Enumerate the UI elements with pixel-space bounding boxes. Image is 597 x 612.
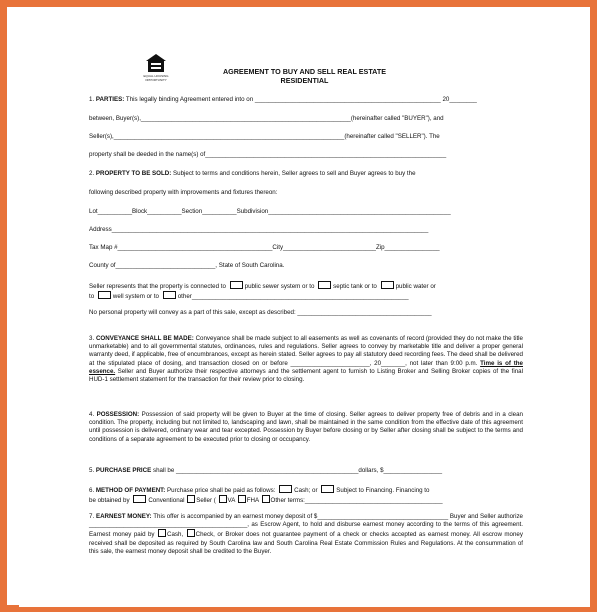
time-of-essence: Time is of the essence.: [89, 359, 523, 375]
earnest-cash-checkbox[interactable]: [158, 529, 166, 537]
tax-map-line: Tax Map #_____________________________________________City___________________________Zip________________: [89, 244, 440, 251]
utilities-line-2: to well system or to other_______________________________________________________________: [89, 293, 409, 300]
address-line: Address____________________________________________________________________________________________: [89, 226, 429, 233]
earnest-money-paragraph: 7. EARNEST MONEY: This offer is accompanied by an earnest money deposit of $______________________________________ Buyer and Seller authorize ______________________________________________, as Escrow Agent, to hold and disburse earnest money according to the terms of this agreement. Earnest money paid by Cash, Check, or Broker does not guarantee payment of a check or checks accepted as earnest money. All escrow money received shall be deposited as required by South Carolina law and South Carolina Real Estate Commission Rules and Regulations. At the consummation of this sale, the earnest money deposit shall be credited to the Buyer.: [89, 513, 523, 555]
document-subtitle: RESIDENTIAL: [280, 76, 329, 85]
utilities-line-1: Seller represents that the property is connected to public sewer system or to septic tank or to public water or: [89, 283, 436, 290]
septic-checkbox[interactable]: [318, 281, 331, 289]
seller-checkbox[interactable]: [187, 495, 195, 503]
payment-line-1: 6. METHOD OF PAYMENT: Purchase price shall be paid as follows: Cash; or Subject to Financing. Financing to: [89, 487, 430, 494]
other-utility-checkbox[interactable]: [163, 291, 176, 299]
va-checkbox[interactable]: [219, 495, 227, 503]
lot-line: Lot__________Block__________Section__________Subdivision_____________________________________________________: [89, 208, 451, 215]
parties-line-3: Seller(s),___________________________________________________________________(hereinafter called "SELLER"). The: [89, 133, 440, 140]
conventional-checkbox[interactable]: [133, 495, 146, 503]
fha-checkbox[interactable]: [238, 495, 246, 503]
well-checkbox[interactable]: [98, 291, 111, 299]
county-line: County of_____________________________, State of South Carolina.: [89, 262, 285, 269]
document-title: AGREEMENT TO BUY AND SELL REAL ESTATE: [222, 67, 387, 76]
purchase-price-line: 5. PURCHASE PRICE shall be _____________________________________________________dollars, $_________________: [89, 467, 443, 474]
property-line-2: following described property with improvements and fixtures thereon:: [89, 189, 278, 196]
property-line-1: 2. PROPERTY TO BE SOLD: Subject to terms and conditions herein, Seller agrees to sell and Buyer agrees to buy the: [89, 170, 416, 177]
logo-caption: EQUAL HOUSING OPPORTUNITY: [143, 74, 169, 82]
cash-checkbox[interactable]: [279, 485, 292, 493]
public-water-checkbox[interactable]: [381, 281, 394, 289]
parties-line-4: property shall be deeded in the name(s) of______________________________________________________________________: [89, 151, 447, 158]
other-terms-checkbox[interactable]: [262, 495, 270, 503]
document-page: [19, 19, 590, 607]
parties-line-2: between, Buyer(s),_____________________________________________________________(hereinafter called "BUYER"), and: [89, 115, 444, 122]
financing-checkbox[interactable]: [321, 485, 334, 493]
earnest-check-checkbox[interactable]: [187, 529, 195, 537]
public-sewer-checkbox[interactable]: [230, 281, 243, 289]
personal-property-line: No personal property will convey as a part of this sale, except as described: _______________________________________: [89, 309, 432, 316]
payment-line-2: be obtained by Conventional Seller ( VA FHA Other terms:________________________________________: [89, 497, 443, 504]
parties-line-1: 1. PARTIES: This legally binding Agreement entered into on ______________________________________________________ 20________: [89, 96, 477, 103]
possession-paragraph: 4. POSSESSION: Possession of said property will be given to Buyer at the time of closing. Seller agrees to deliver property free of debris and in a clean condition. The property, including but not limited to, landscaping and lawn, shall be maintained in the same condition from the effective date of this agreement until possession is delivered, ordinary wear and tear excepted. Possession by Buyer before closing or by Seller after closing shall be subject to the terms and conditions of a separate agreement to be executed prior to closing or occupancy.: [89, 411, 523, 443]
conveyance-paragraph: 3. CONVEYANCE SHALL BE MADE: Conveyance shall be made subject to all easements as well as covenants of record (provided they do not make the title unmarketable) and to all governmental statutes, ordinances, rules and regulations. Seller agrees to convey by marketable title and deliver a proper general warranty deed, if applicable, free of encumbrances, except as herein stated. Seller agrees to pay all statutory deed recording fees. The deed shall be delivered at the stipulated place of dosing, and transaction closed on or before _______________________, 20_______, not later than 9:00 p.m. Time is of the essence. Seller and Buyer authorize their respective attorneys and the settlement agent to furnish to Listing Broker and Selling Broker copies of the final HUD-1 settlement statement for the transaction for their review prior to closing.: [89, 335, 523, 384]
